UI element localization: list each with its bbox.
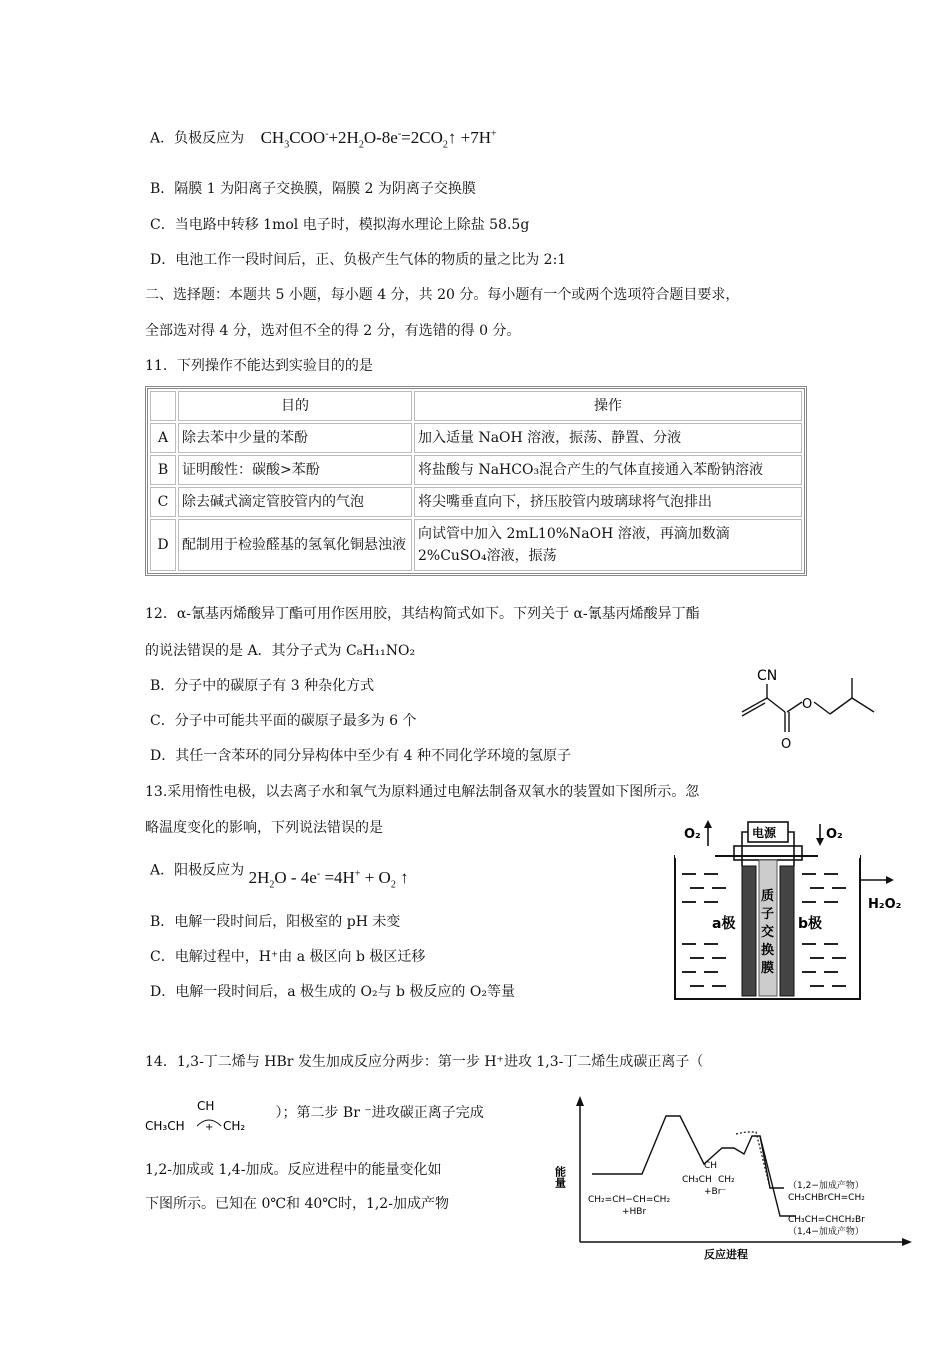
row-letter: B [150,455,176,485]
q11-stem: 11．下列操作不能达到实验目的的是 [145,358,373,374]
row-letter: D [150,519,176,571]
membrane-char-3: 交 [761,925,775,940]
q13-option-a-prefix: A．阳极反应为 [150,862,245,879]
product-14-formula: CH₃CH=CHCH₂Br [788,1215,865,1225]
power-source-label: 电源 [752,826,777,840]
row-operation: 将盐酸与 NaHCO₃混合产生的气体直接通入苯酚钠溶液 [414,455,802,485]
membrane-char-4: 换 [761,943,775,958]
q12-option-b: B．分子中的碳原子有 3 种杂化方式 [150,678,375,694]
q14-stem-line1: 14．1,3-丁二烯与 HBr 发生加成反应分两步：第一步 H⁺进攻 1,3-丁二烯生成碳正离子（ [145,1054,704,1070]
table-header-letter [150,391,176,421]
membrane-char-1: 质 [761,889,775,904]
cyano-label: CN [757,668,778,684]
row-purpose: 配制用于检验醛基的氢氧化铜悬浊液 [178,519,412,571]
q12-option-d: D．其任一含苯环的同分异构体中至少有 4 种不同化学环境的氢原子 [150,748,572,764]
q13-stem-line2: 略温度变化的影响，下列说法错误的是 [145,820,383,836]
q14-stem-line3: 1,2-加成或 1,4-加成。反应进程中的能量变化如 [145,1162,442,1178]
row-operation: 向试管中加入 2mL10%NaOH 溶液，再滴加数滴 2%CuSO₄溶液，振荡 [414,519,802,571]
ester-o-label: O [802,697,813,712]
intermediate-top: CH [704,1161,718,1171]
row-letter: C [150,487,176,517]
product-14-label: （1,4−加成产物） [788,1227,864,1237]
section2-instructions-line2: 全部选对得 4 分，选对但不全的得 2 分，有选错的得 0 分。 [145,323,521,339]
reactant-hbr-label: +HBr [622,1207,647,1217]
section2-instructions-line1: 二、选择题：本题共 5 小题，每小题 4 分，共 20 分。每小题有一个或两个选项符合题目要求， [145,287,740,303]
intermediate-end: CH₂ [718,1175,735,1185]
q10-option-a [150,124,497,155]
row-operation: 加入适量 NaOH 溶液，振荡、静置、分液 [414,423,802,453]
row-letter: A [150,423,176,453]
q13-option-b: B．电解一段时间后，阳极室的 pH 未变 [150,914,401,930]
svg-text:CH₂: CH₂ [223,1119,246,1133]
q12-option-c: C．分子中可能共平面的碳原子最多为 6 个 [150,713,417,729]
q12-stem-line2: 的说法错误的是 A．其分子式为 C₈H₁₁NO₂ [145,643,416,659]
svg-text:CH: CH [197,1099,215,1113]
product-12-label: （1,2−加成产物） [788,1181,864,1191]
table-row [150,455,802,485]
q11-table [145,386,807,576]
table-row [150,519,802,571]
o2-left-label: O₂ [684,827,701,842]
q14-stem-line2 [145,1096,484,1146]
q10-option-d: D．电池工作一段时间后，正、负极产生气体的物质的量之比为 2:1 [150,252,567,268]
q13-electrolysis-figure [668,816,914,1006]
electrode-b-label: b极 [798,916,823,932]
o2-right-label: O₂ [826,827,843,842]
energy-axis-label: 能量 [553,1166,567,1188]
q10-option-a-equation: $CH_3COO^-+2H_2O-8e^-=2CO_2↑ +7H^+$ [260,127,497,151]
carbocation-structure [145,1096,271,1142]
electrode-a-label: a极 [712,916,736,932]
svg-text:+: + [205,1122,214,1133]
q10-option-c: C．当电路中转移 1mol 电子时，模拟海水理论上除盐 58.5g [150,217,530,233]
q13-stem-line1: 13.采用惰性电极，以去离子水和氧气为原料通过电解法制备双氧水的装置如下图所示。忽 [145,784,700,800]
reactant-label: CH₂=CH−CH=CH₂ [588,1195,671,1205]
q13-option-d: D．电解一段时间后，a 极生成的 O₂与 b 极反应的 O₂等量 [150,984,515,1000]
row-purpose: 除去苯中少量的苯酚 [178,423,412,453]
q10-option-b: B．隔膜 1 为阳离子交换膜，隔膜 2 为阴离子交换膜 [150,181,476,197]
q13-option-c: C．电解过程中，H⁺由 a 极区向 b 极区迁移 [150,949,426,965]
q12-stem-line1: 12．α-氰基丙烯酸异丁酯可用作医用胶，其结构简式如下。下列关于 α-氰基丙烯酸异丁酯 [145,606,700,622]
table-header-operation: 操作 [414,391,802,421]
table-header-row [150,391,802,421]
q14-energy-diagram [553,1092,916,1264]
product-12-formula: CH₃CHBrCH=CH₂ [788,1193,865,1203]
h2o2-outlet-label: H₂O₂ [868,897,902,912]
q14-stem-line2-tail: ）；第二步 Br ⁻进攻碳正离子完成 [275,1105,484,1121]
q13-option-a-equation: $2H_2O - 4e^- =4H^+ + O_2$ ↑ [248,867,409,891]
q14-stem-line4: 下图所示。已知在 0℃和 40℃时，1,2-加成产物 [145,1196,449,1212]
svg-text:CH₃CH: CH₃CH [145,1119,185,1133]
table-row [150,487,802,517]
table-row [150,423,802,453]
table-header-purpose: 目的 [178,391,412,421]
membrane-char-5: 膜 [761,961,775,976]
membrane-char-2: 子 [761,907,775,922]
intermediate-main: CH₃CH [682,1175,712,1185]
q12-structure-figure [730,662,890,752]
row-purpose: 证明酸性：碳酸>苯酚 [178,455,412,485]
q13-option-a [150,856,409,891]
row-purpose: 除去碱式滴定管胶管内的气泡 [178,487,412,517]
reaction-progress-label: 反应进程 [704,1248,748,1261]
row-operation: 将尖嘴垂直向下，挤压胶管内玻璃球将气泡排出 [414,487,802,517]
q10-option-a-prefix: A．负极反应为 [150,130,245,147]
energy-curve-14 [760,1136,796,1216]
carbonyl-o-label: O [781,737,792,752]
intermediate-br: +Br⁻ [704,1187,727,1197]
